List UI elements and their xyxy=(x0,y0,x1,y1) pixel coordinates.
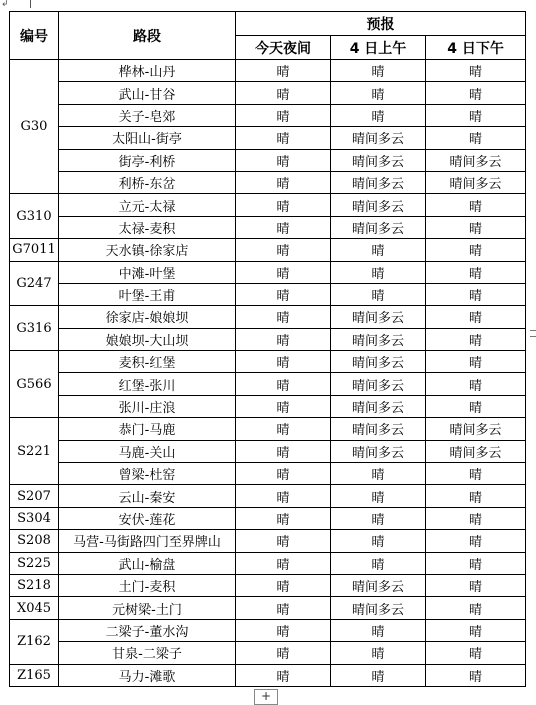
weather-cell-morning: 晴间多云 xyxy=(331,418,426,440)
weather-cell-morning: 晴 xyxy=(331,507,426,529)
weather-cell-afternoon: 晴 xyxy=(426,485,526,507)
table-body xyxy=(10,60,526,687)
weather-cell-morning: 晴 xyxy=(331,239,426,261)
weather-cell-morning: 晴间多云 xyxy=(331,574,426,596)
weather-cell-tonight: 晴 xyxy=(236,127,331,149)
route-code-cell: G7011 xyxy=(10,239,59,261)
weather-cell-afternoon: 晴间多云 xyxy=(426,149,526,171)
table-row xyxy=(10,552,526,574)
weather-cell-afternoon: 晴 xyxy=(426,328,526,350)
table-row xyxy=(10,194,526,216)
weather-cell-tonight: 晴 xyxy=(236,194,331,216)
road-segment-cell: 红堡-张川 xyxy=(59,373,236,395)
weather-cell-afternoon: 晴 xyxy=(426,239,526,261)
table-row xyxy=(10,127,526,149)
table-row xyxy=(10,171,526,193)
weather-cell-morning: 晴 xyxy=(331,530,426,552)
header-period-tonight: 今天夜间 xyxy=(236,36,331,60)
weather-cell-tonight: 晴 xyxy=(236,642,331,664)
road-segment-cell: 武山-榆盘 xyxy=(59,552,236,574)
table-row xyxy=(10,664,526,686)
weather-cell-tonight: 晴 xyxy=(236,216,331,238)
table-row xyxy=(10,574,526,596)
weather-cell-morning: 晴 xyxy=(331,463,426,485)
return-arrow-icon: ↲ xyxy=(1,0,9,9)
road-segment-cell: 马鹿-关山 xyxy=(59,440,236,462)
table-row xyxy=(10,104,526,126)
road-segment-cell: 马力-滩歌 xyxy=(59,664,236,686)
road-segment-cell: 街亭-利桥 xyxy=(59,149,236,171)
road-segment-cell: 利桥-东岔 xyxy=(59,171,236,193)
route-code-cell: G247 xyxy=(10,261,59,306)
weather-cell-afternoon: 晴间多云 xyxy=(426,171,526,193)
table-row xyxy=(10,216,526,238)
weather-cell-tonight: 晴 xyxy=(236,261,331,283)
route-code-cell: G30 xyxy=(10,60,59,194)
road-segment-cell: 元树梁-土门 xyxy=(59,597,236,619)
weather-cell-tonight: 晴 xyxy=(236,306,331,328)
add-row-button[interactable]: + xyxy=(254,689,278,705)
table-row xyxy=(10,642,526,664)
header-road: 路段 xyxy=(59,12,236,60)
weather-cell-afternoon: 晴 xyxy=(426,216,526,238)
table-row xyxy=(10,351,526,373)
weather-cell-afternoon: 晴 xyxy=(426,194,526,216)
weather-cell-tonight: 晴 xyxy=(236,82,331,104)
road-segment-cell: 徐家店-娘娘坝 xyxy=(59,306,236,328)
weather-cell-tonight: 晴 xyxy=(236,283,331,305)
weather-cell-afternoon: 晴 xyxy=(426,574,526,596)
table-row xyxy=(10,306,526,328)
route-code-cell: Z165 xyxy=(10,664,59,686)
weather-cell-tonight: 晴 xyxy=(236,328,331,350)
route-code-cell: G316 xyxy=(10,306,59,351)
weather-cell-tonight: 晴 xyxy=(236,597,331,619)
header-code: 编号 xyxy=(10,12,59,60)
route-code-cell: G310 xyxy=(10,194,59,239)
weather-cell-tonight: 晴 xyxy=(236,664,331,686)
weather-cell-tonight: 晴 xyxy=(236,239,331,261)
table-row xyxy=(10,395,526,417)
weather-cell-afternoon: 晴 xyxy=(426,463,526,485)
route-code-cell: S208 xyxy=(10,530,59,552)
weather-cell-morning: 晴间多云 xyxy=(331,351,426,373)
road-segment-cell: 关子-皂郊 xyxy=(59,104,236,126)
road-segment-cell: 太禄-麦积 xyxy=(59,216,236,238)
weather-cell-tonight: 晴 xyxy=(236,395,331,417)
road-segment-cell: 立元-太禄 xyxy=(59,194,236,216)
weather-cell-morning: 晴间多云 xyxy=(331,149,426,171)
weather-cell-morning: 晴 xyxy=(331,261,426,283)
weather-cell-afternoon: 晴 xyxy=(426,552,526,574)
weather-cell-morning: 晴间多云 xyxy=(331,194,426,216)
road-segment-cell: 安伏-莲花 xyxy=(59,507,236,529)
weather-cell-afternoon: 晴 xyxy=(426,127,526,149)
weather-cell-tonight: 晴 xyxy=(236,373,331,395)
weather-cell-afternoon: 晴 xyxy=(426,642,526,664)
weather-cell-tonight: 晴 xyxy=(236,485,331,507)
weather-cell-afternoon: 晴 xyxy=(426,351,526,373)
weather-cell-afternoon: 晴 xyxy=(426,530,526,552)
road-segment-cell: 娘娘坝-大山坝 xyxy=(59,328,236,350)
route-code-cell: S225 xyxy=(10,552,59,574)
table-row xyxy=(10,440,526,462)
weather-cell-tonight: 晴 xyxy=(236,60,331,82)
road-segment-cell: 土门-麦积 xyxy=(59,574,236,596)
weather-cell-morning: 晴间多云 xyxy=(331,440,426,462)
table-row xyxy=(10,261,526,283)
route-code-cell: S304 xyxy=(10,507,59,529)
weather-cell-morning: 晴间多云 xyxy=(331,216,426,238)
road-segment-cell: 曾梁-杜窑 xyxy=(59,463,236,485)
weather-cell-afternoon: 晴 xyxy=(426,619,526,641)
weather-cell-morning: 晴间多云 xyxy=(331,597,426,619)
weather-cell-afternoon: 晴间多云 xyxy=(426,440,526,462)
weather-cell-tonight: 晴 xyxy=(236,149,331,171)
route-code-cell: S221 xyxy=(10,418,59,485)
weather-cell-tonight: 晴 xyxy=(236,418,331,440)
road-segment-cell: 马营-马街路四门至界牌山 xyxy=(59,530,236,552)
road-segment-cell: 太阳山-街亭 xyxy=(59,127,236,149)
table-row xyxy=(10,507,526,529)
road-segment-cell: 二梁子-董水沟 xyxy=(59,619,236,641)
weather-cell-afternoon: 晴 xyxy=(426,395,526,417)
header-forecast: 预报 xyxy=(236,12,526,36)
weather-cell-morning: 晴 xyxy=(331,642,426,664)
table-row xyxy=(10,619,526,641)
weather-cell-morning: 晴 xyxy=(331,485,426,507)
weather-cell-afternoon: 晴 xyxy=(426,306,526,328)
weather-cell-tonight: 晴 xyxy=(236,351,331,373)
weather-cell-afternoon: 晴间多云 xyxy=(426,418,526,440)
weather-cell-tonight: 晴 xyxy=(236,530,331,552)
road-segment-cell: 中滩-叶堡 xyxy=(59,261,236,283)
road-segment-cell: 张川-庄浪 xyxy=(59,395,236,417)
weather-cell-afternoon: 晴 xyxy=(426,507,526,529)
table-row xyxy=(10,597,526,619)
table-row xyxy=(10,239,526,261)
weather-cell-tonight: 晴 xyxy=(236,171,331,193)
table-row xyxy=(10,60,526,82)
weather-cell-morning: 晴间多云 xyxy=(331,171,426,193)
road-segment-cell: 武山-甘谷 xyxy=(59,82,236,104)
weather-cell-afternoon: 晴 xyxy=(426,373,526,395)
road-segment-cell: 云山-秦安 xyxy=(59,485,236,507)
table-row xyxy=(10,149,526,171)
weather-cell-morning: 晴 xyxy=(331,619,426,641)
route-code-cell: Z162 xyxy=(10,619,59,664)
header-period-morning: 4 日上午 xyxy=(331,36,426,60)
road-segment-cell: 叶堡-王甫 xyxy=(59,283,236,305)
route-code-cell: G566 xyxy=(10,351,59,418)
weather-cell-afternoon: 晴 xyxy=(426,283,526,305)
weather-cell-morning: 晴间多云 xyxy=(331,328,426,350)
weather-cell-afternoon: 晴 xyxy=(426,261,526,283)
table-row xyxy=(10,328,526,350)
weather-cell-afternoon: 晴 xyxy=(426,60,526,82)
weather-cell-morning: 晴 xyxy=(331,283,426,305)
table-row xyxy=(10,82,526,104)
route-code-cell: S218 xyxy=(10,574,59,596)
road-segment-cell: 甘泉-二梁子 xyxy=(59,642,236,664)
road-segment-cell: 恭门-马鹿 xyxy=(59,418,236,440)
route-code-cell: X045 xyxy=(10,597,59,619)
weather-cell-tonight: 晴 xyxy=(236,574,331,596)
weather-cell-tonight: 晴 xyxy=(236,440,331,462)
weather-cell-morning: 晴 xyxy=(331,82,426,104)
weather-cell-morning: 晴 xyxy=(331,552,426,574)
weather-cell-afternoon: 晴 xyxy=(426,664,526,686)
road-segment-cell: 桦林-山丹 xyxy=(59,60,236,82)
table-row xyxy=(10,485,526,507)
road-segment-cell: 天水镇-徐家店 xyxy=(59,239,236,261)
weather-cell-morning: 晴 xyxy=(331,60,426,82)
road-weather-table xyxy=(9,11,526,687)
weather-cell-morning: 晴间多云 xyxy=(331,373,426,395)
weather-cell-tonight: 晴 xyxy=(236,507,331,529)
route-code-cell: S207 xyxy=(10,485,59,507)
weather-cell-morning: 晴间多云 xyxy=(331,127,426,149)
weather-cell-tonight: 晴 xyxy=(236,463,331,485)
table-row xyxy=(10,283,526,305)
weather-cell-morning: 晴 xyxy=(331,664,426,686)
table-row xyxy=(10,530,526,552)
weather-cell-tonight: 晴 xyxy=(236,552,331,574)
header-period-afternoon: 4 日下午 xyxy=(426,36,526,60)
weather-cell-afternoon: 晴 xyxy=(426,82,526,104)
weather-cell-morning: 晴 xyxy=(331,104,426,126)
table-row xyxy=(10,373,526,395)
weather-cell-tonight: 晴 xyxy=(236,619,331,641)
table-row xyxy=(10,463,526,485)
text-cursor-icon xyxy=(30,0,31,8)
weather-cell-morning: 晴间多云 xyxy=(331,395,426,417)
weather-cell-morning: 晴间多云 xyxy=(331,306,426,328)
road-segment-cell: 麦积-红堡 xyxy=(59,351,236,373)
weather-cell-afternoon: 晴 xyxy=(426,104,526,126)
table-row xyxy=(10,418,526,440)
weather-cell-afternoon: 晴 xyxy=(426,597,526,619)
ruler-marks xyxy=(530,330,536,342)
weather-cell-tonight: 晴 xyxy=(236,104,331,126)
